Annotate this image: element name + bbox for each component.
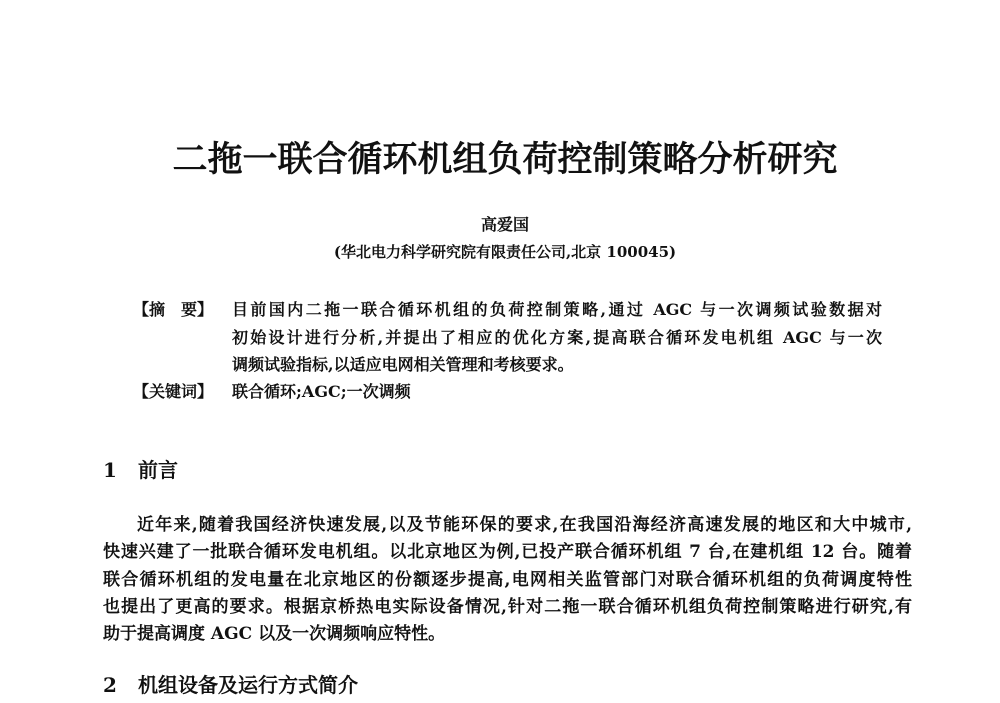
paragraph-line: 助于提高调度 AGC 以及一次调频响应特性。 xyxy=(103,624,446,644)
abstract-line: 目前国内二拖一联合循环机组的负荷控制策略,通过 AGC 与一次调频试验数据对 xyxy=(232,300,882,319)
abstract-label: 【摘 要】 xyxy=(133,300,214,319)
author-name: 高爱国 xyxy=(480,215,529,234)
paragraph-line: 也提出了更高的要求。根据京桥热电实际设备情况,针对二拖一联合循环机组负荷控制策略进行研究,有 xyxy=(103,597,912,617)
paragraph-line: 近年来,随着我国经济快速发展,以及节能环保的要求,在我国沿海经济高速发展的地区和大中城市, xyxy=(137,515,912,535)
paragraph-line: 快速兴建了一批联合循环发电机组。以北京地区为例,已投产联合循环机组 7 台,在建机组 12 台。随着 xyxy=(103,542,912,562)
section-number: 2 xyxy=(103,673,117,697)
paragraph-line: 联合循环机组的发电量在北京地区的份额逐步提高,电网相关监管部门对联合循环机组的负荷调度特性 xyxy=(103,570,912,590)
abstract-line: 初始设计进行分析,并提出了相应的优化方案,提高联合循环发电机组 AGC 与一次 xyxy=(232,328,882,347)
keywords-label: 【关键词】 xyxy=(133,382,214,401)
abstract-line: 调频试验指标,以适应电网相关管理和考核要求。 xyxy=(232,355,574,374)
keywords-text: 联合循环;AGC;一次调频 xyxy=(232,382,411,401)
paper-title: 二拖一联合循环机组负荷控制策略分析研究 xyxy=(172,139,838,180)
section-heading: 机组设备及运行方式简介 xyxy=(138,673,358,697)
author-affiliation: (华北电力科学研究院有限责任公司,北京 100045) xyxy=(333,243,677,261)
section-number: 1 xyxy=(103,458,117,482)
section-heading: 前言 xyxy=(138,458,178,482)
